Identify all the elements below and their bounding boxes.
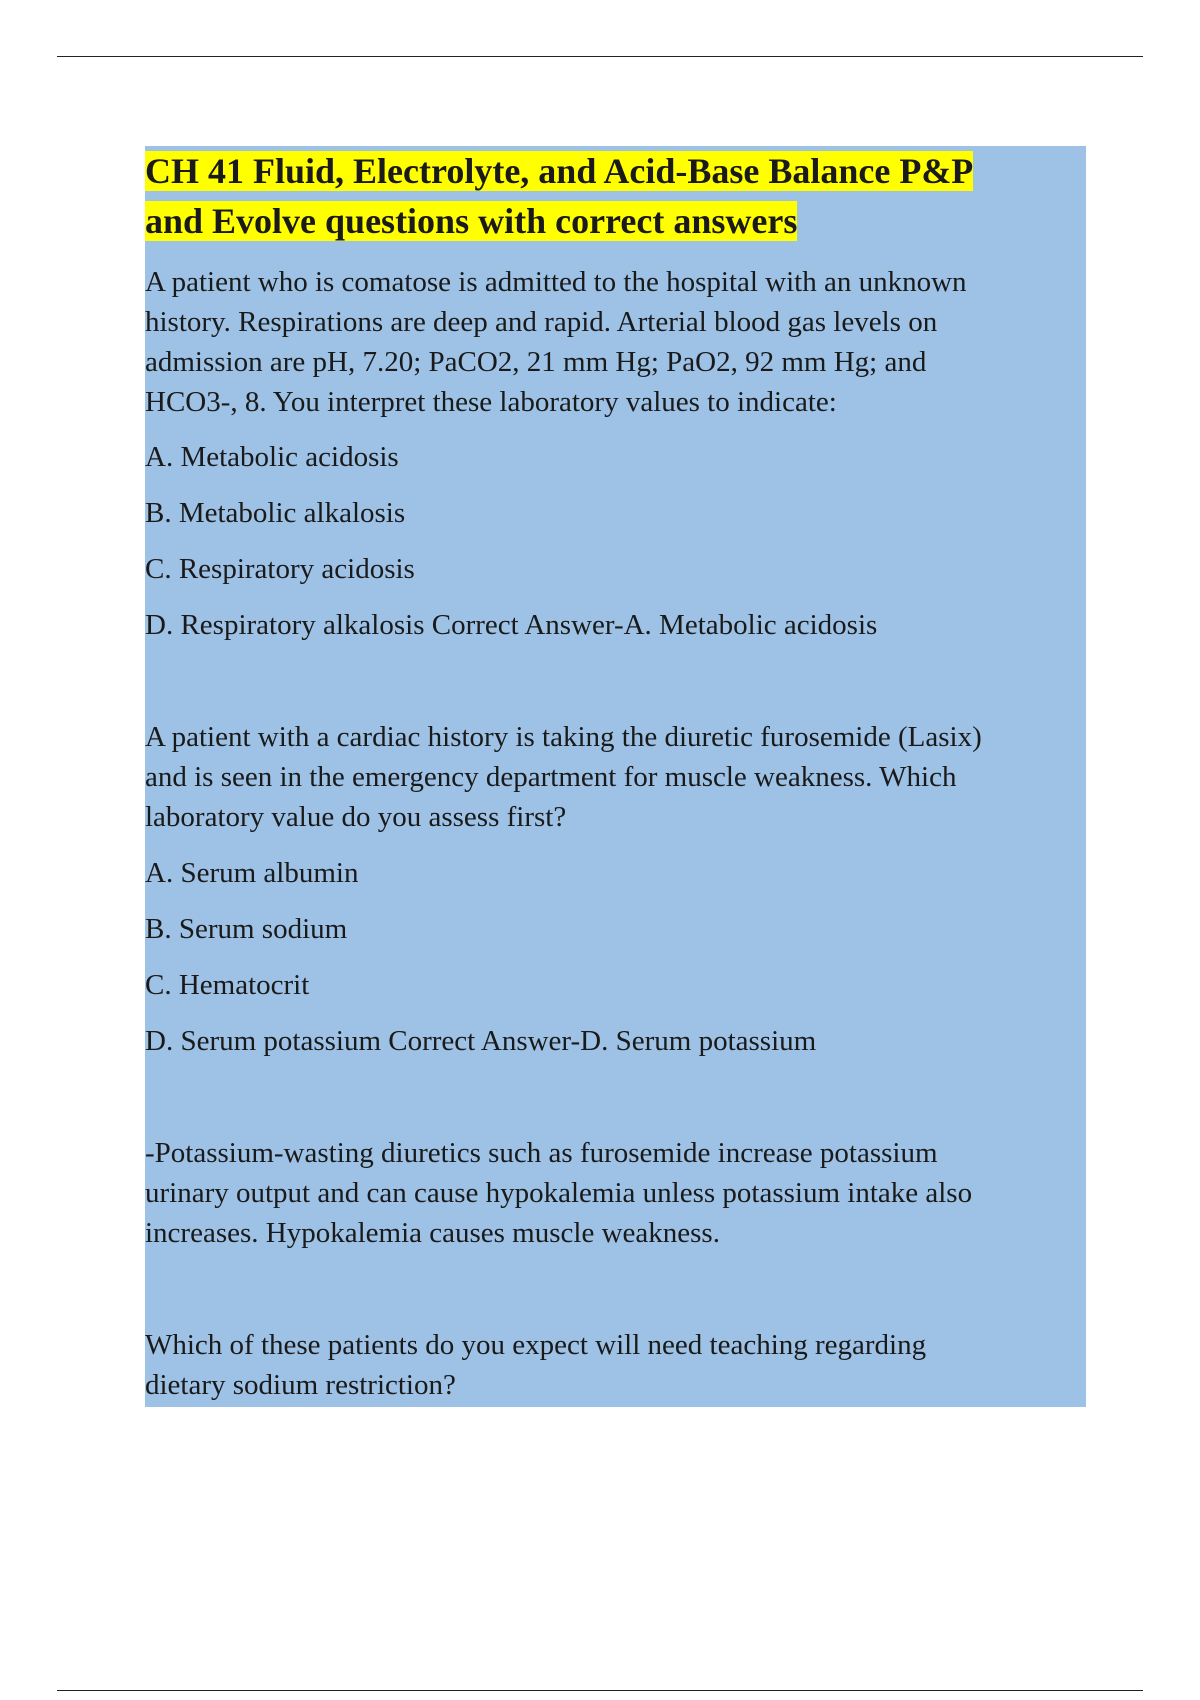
question-2-stem-line: laboratory value do you assess first? [145,801,567,833]
explanation-line: increases. Hypokalemia causes muscle weakness. [145,1217,720,1249]
question-2-option-d-answer: D. Serum potassium Correct Answer-D. Serum potassium [145,1025,817,1057]
question-3-stem-line: dietary sodium restriction? [145,1369,456,1401]
question-3 [145,1325,1086,1405]
question-1-stem-line: history. Respirations are deep and rapid. Arterial blood gas levels on [145,306,938,338]
question-2-stem-line: A patient with a cardiac history is taking the diuretic furosemide (Lasix) [145,721,982,753]
question-1-option-d-answer: D. Respiratory alkalosis Correct Answer-A. Metabolic acidosis [145,609,878,641]
spacer [145,1061,1086,1133]
header-rule [57,56,1143,57]
question-1-option-b: B. Metabolic alkalosis [145,497,406,529]
question-1 [145,262,1086,645]
question-1-stem-line: HCO3-, 8. You interpret these laboratory values to indicate: [145,386,837,418]
question-3-stem-line: Which of these patients do you expect will need teaching regarding [145,1329,927,1361]
explanation-line: -Potassium-wasting diuretics such as furosemide increase potassium [145,1137,938,1169]
question-2-stem-line: and is seen in the emergency department for muscle weakness. Which [145,761,957,793]
explanation-line: urinary output and can cause hypokalemia unless potassium intake also [145,1177,973,1209]
question-1-stem-line: admission are pH, 7.20; PaCO2, 21 mm Hg; PaO2, 92 mm Hg; and [145,346,927,378]
question-1-option-c: C. Respiratory acidosis [145,553,415,585]
question-2-option-b: B. Serum sodium [145,913,348,945]
spacer [145,645,1086,717]
title-line-1: CH 41 Fluid, Electrolyte, and Acid-Base Balance P&P [145,151,974,191]
document-title [145,146,1086,246]
question-2 [145,717,1086,1061]
explanation [145,1133,1086,1253]
question-1-option-a: A. Metabolic acidosis [145,441,399,473]
spacer [145,1253,1086,1325]
content-block [145,146,1086,1407]
question-2-option-a: A. Serum albumin [145,857,359,889]
question-2-option-c: C. Hematocrit [145,969,310,1001]
question-1-stem-line: A patient who is comatose is admitted to the hospital with an unknown [145,266,967,298]
footer-rule [57,1690,1143,1691]
title-line-2: and Evolve questions with correct answers [145,201,798,241]
